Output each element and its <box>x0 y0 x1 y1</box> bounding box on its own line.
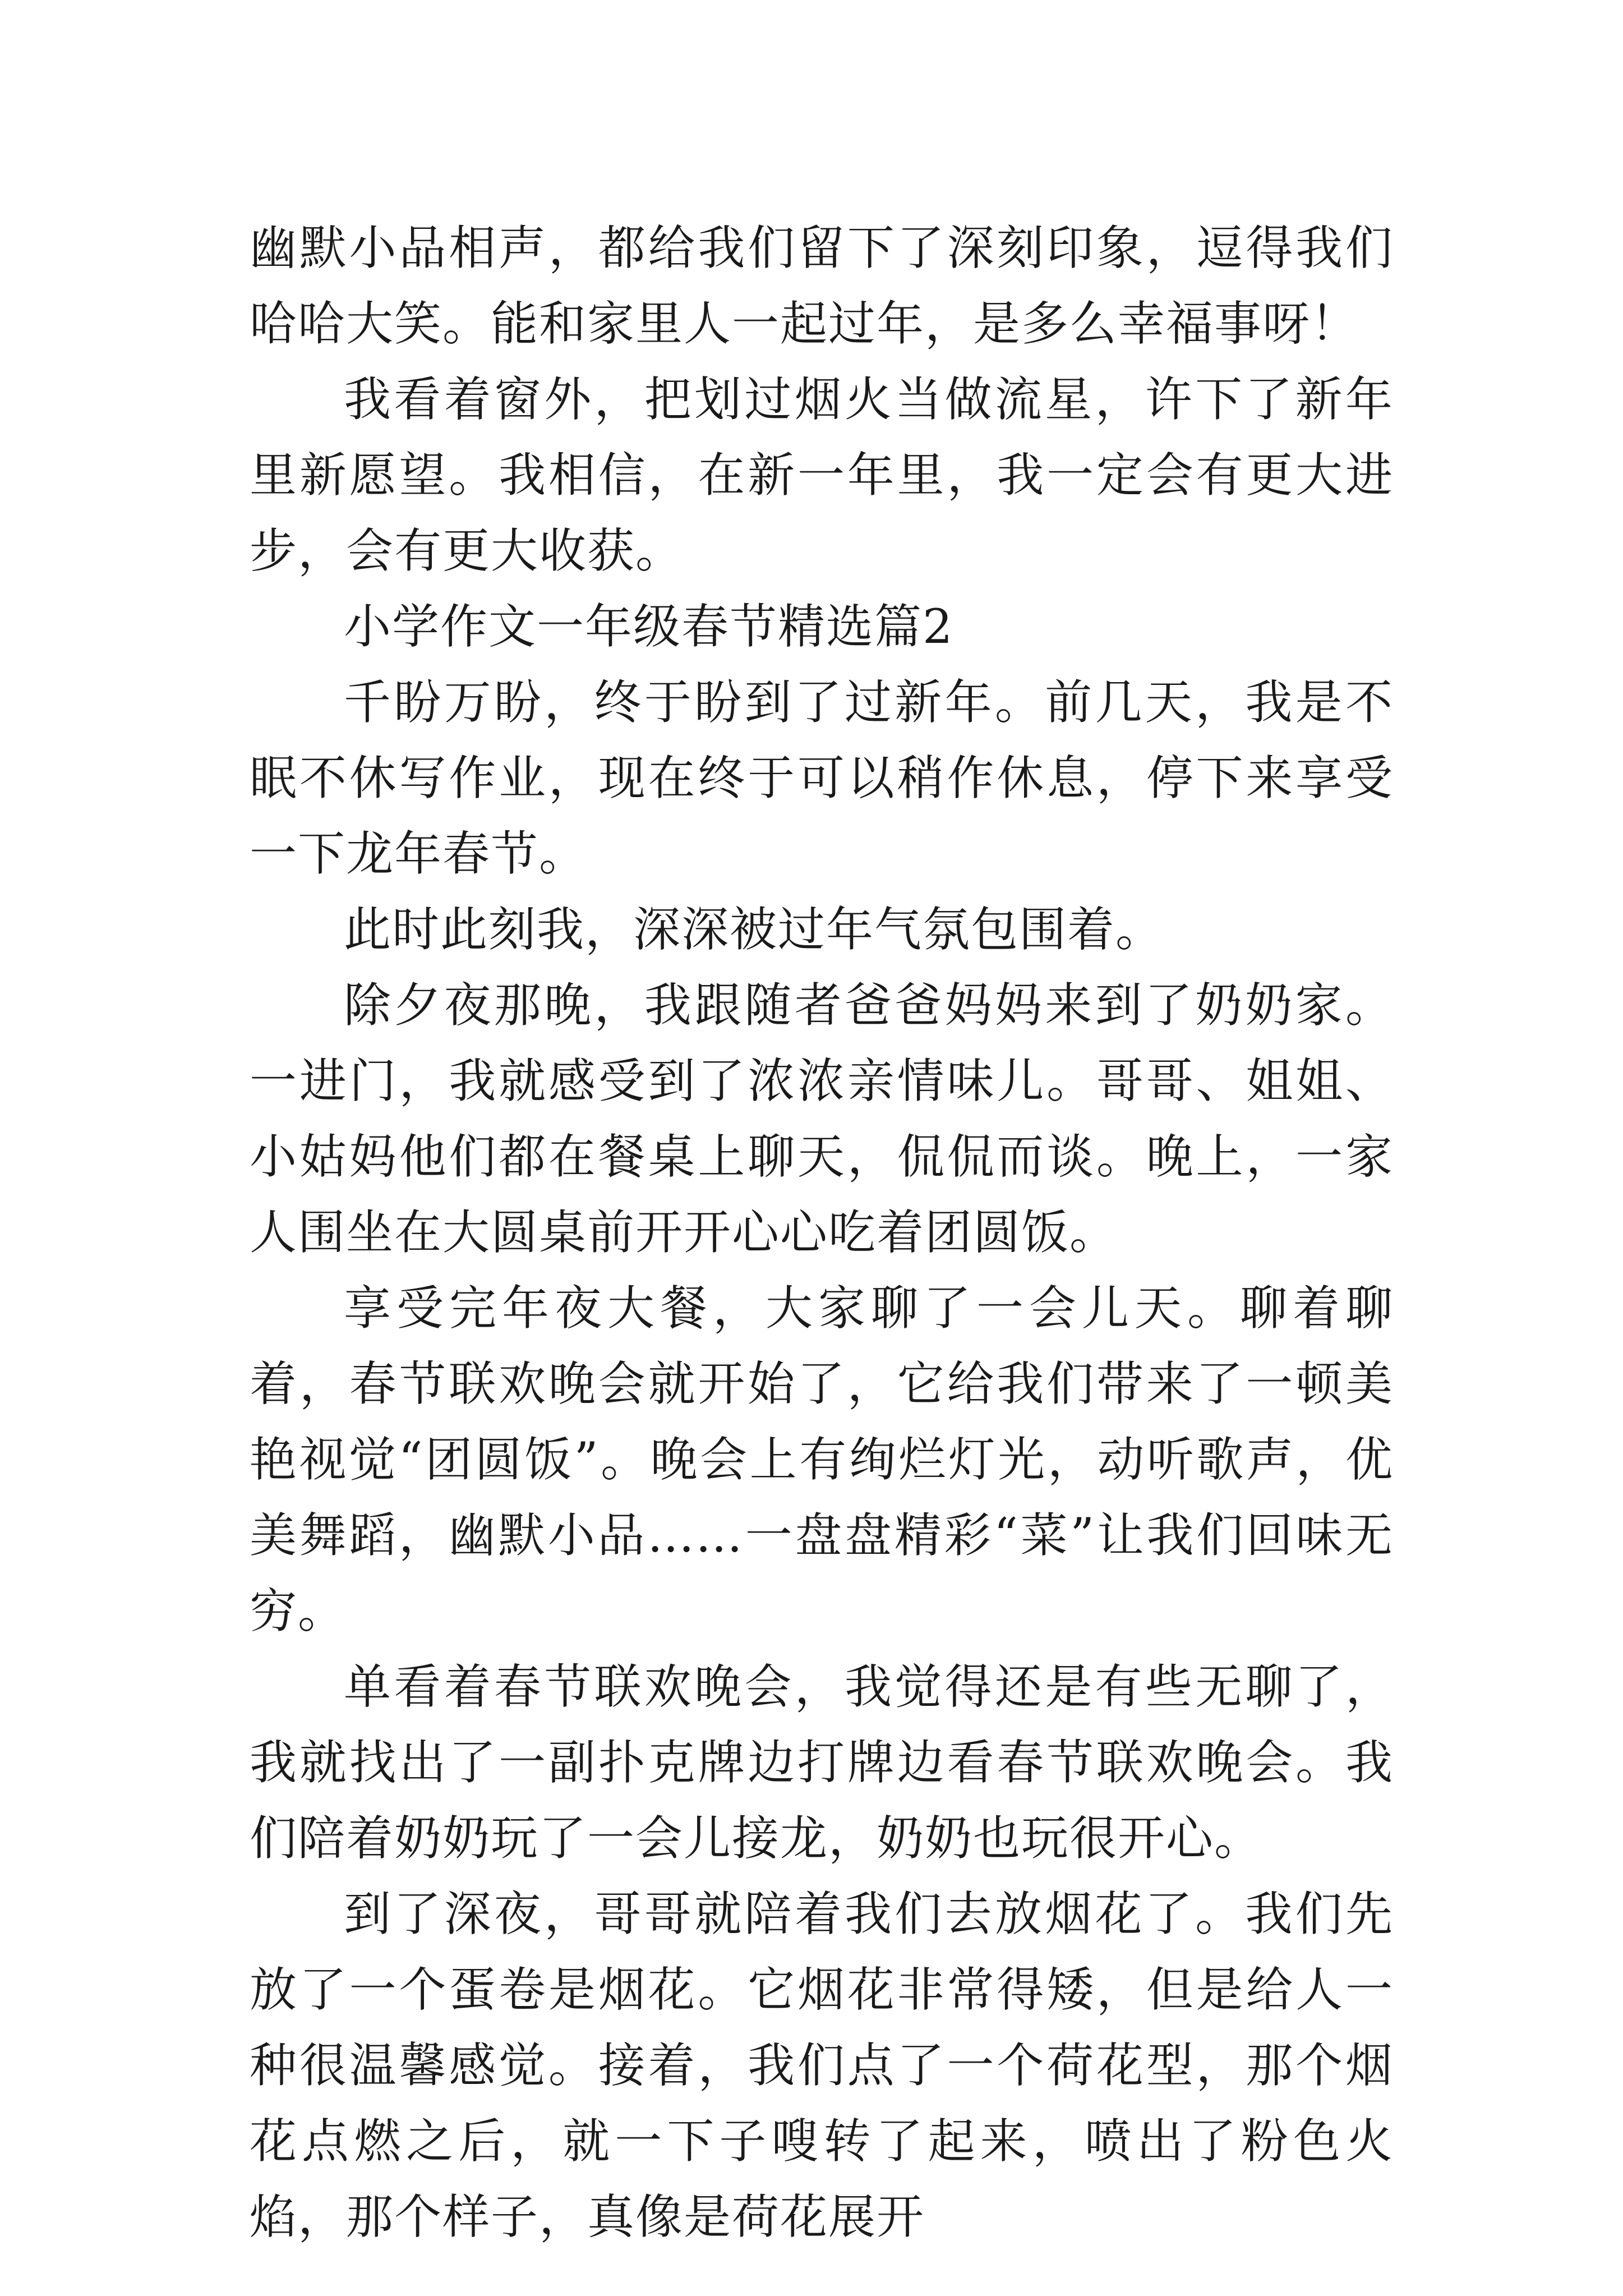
paragraph-8: 到了深夜，哥哥就陪着我们去放烟花了。我们先放了一个蛋卷是烟花。它烟花非常得矮，但是给人一种很温馨感觉。接着，我们点了一个荷花型，那个烟花点燃之后，就一下子嗖转了起来，喷出了粉色火焰，那个样子，真像是荷花展开 <box>250 1887 1394 2244</box>
paragraph-6: 享受完年夜大餐，大家聊了一会儿天。聊着聊着，春节联欢晚会就开始了，它给我们带来了一顿美艳视觉“团圆饭”。晚会上有绚烂灯光，动听歌声，优美舞蹈，幽默小品……一盘盘精彩“菜”让我们回味无穷。 <box>250 1281 1394 1639</box>
section-heading: 小学作文一年级春节精选篇2 <box>344 599 954 654</box>
paragraph-2: 我看着窗外，把划过烟火当做流星，许下了新年里新愿望。我相信，在新一年里，我一定会有更大进步，会有更大收获。 <box>250 372 1394 578</box>
paragraph-5: 除夕夜那晚，我跟随者爸爸妈妈来到了奶奶家。一进门，我就感受到了浓浓亲情味儿。哥哥、姐姐、小姑妈他们都在餐桌上聊天，侃侃而谈。晚上，一家人围坐在大圆桌前开开心心吃着团圆饭。 <box>250 978 1394 1260</box>
paragraph-1: 幽默小品相声，都给我们留下了深刻印象，逗得我们哈哈大笑。能和家里人一起过年，是多么幸福事呀！ <box>250 220 1394 351</box>
paragraph-3: 千盼万盼，终于盼到了过新年。前几天，我是不眠不休写作业，现在终于可以稍作休息，停下来享受一下龙年春节。 <box>250 675 1394 881</box>
paragraph-7: 单看着春节联欢晚会，我觉得还是有些无聊了，我就找出了一副扑克牌边打牌边看春节联欢晚会。我们陪着奶奶玩了一会儿接龙，奶奶也玩很开心。 <box>250 1659 1394 1866</box>
document-body <box>250 210 1394 2255</box>
paragraph-4: 此时此刻我，深深被过年气氛包围着。 <box>344 902 1164 957</box>
